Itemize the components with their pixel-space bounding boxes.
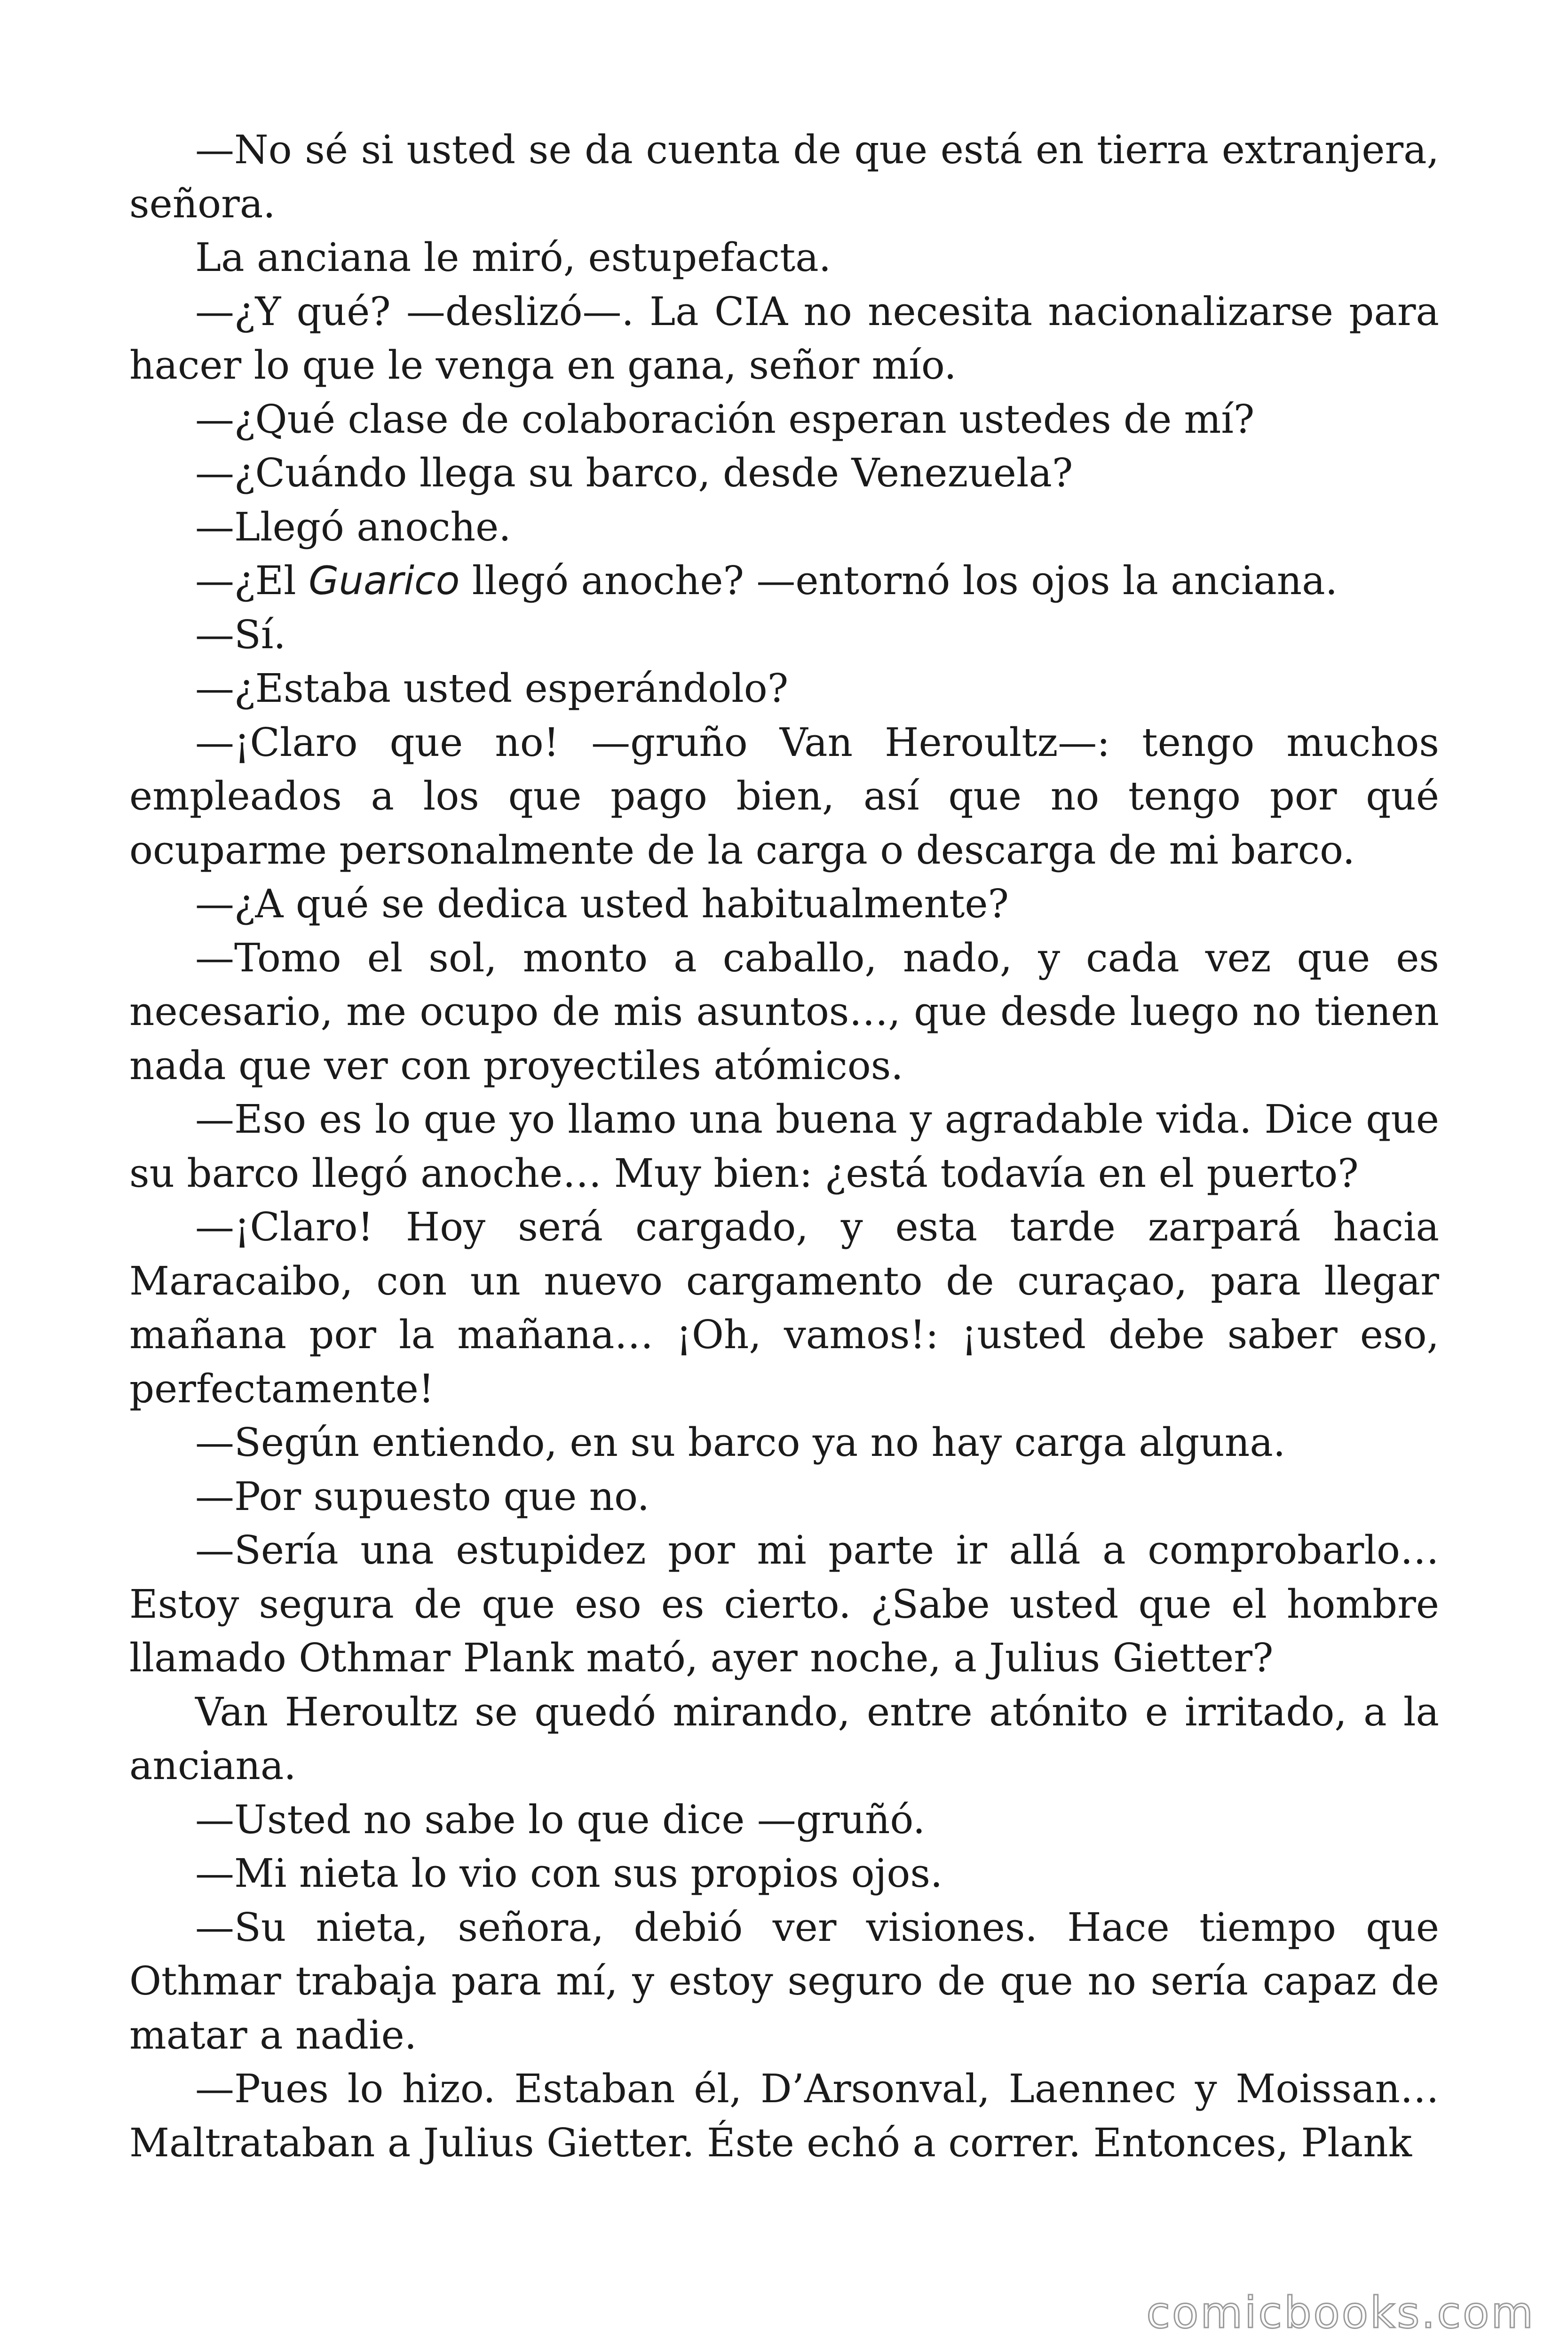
paragraph: —Por supuesto que no. <box>195 1473 650 1519</box>
paragraph: —Eso es lo que yo llamo una buena y agradable vida. Dice que su barco llegó anoche… Muy bien: ¿está todavía en el puerto? <box>129 1097 1439 1196</box>
paragraph: —¿Y qué? —deslizó—. La CIA no necesita nacionalizarse para hacer lo que le venga en gana, señor mío. <box>129 288 1439 388</box>
paragraph: —¿A qué se dedica usted habitualmente? <box>195 881 1009 927</box>
paragraph: —Sí. <box>195 612 286 658</box>
page-body <box>129 123 1439 2170</box>
paragraph-with-ship-name <box>129 554 1439 608</box>
paragraph-text-before: —¿El <box>195 558 309 604</box>
paragraph: —Sería una estupidez por mi parte ir allá a comprobarlo… Estoy segura de que eso es cierto. ¿Sabe usted que el hombre llamado Othmar Plank mató, ayer noche, a Julius Gietter? <box>129 1527 1439 1681</box>
paragraph: —¡Claro que no! —gruño Van Heroultz—: tengo muchos empleados a los que pago bien, así que no tengo por qué ocuparme personalmente de la carga o descarga de mi barco. <box>129 719 1439 873</box>
paragraph: —Según entiendo, en su barco ya no hay carga alguna. <box>195 1420 1286 1465</box>
paragraph: Van Heroultz se quedó mirando, entre atónito e irritado, a la anciana. <box>129 1689 1439 1788</box>
paragraph: —Su nieta, señora, debió ver visiones. Hace tiempo que Othmar trabaja para mí, y estoy seguro de que no sería capaz de matar a nadie. <box>129 1904 1439 2058</box>
paragraph: —Pues lo hizo. Estaban él, D’Arsonval, Laennec y Moissan… Maltrataban a Julius Gietter. Éste echó a correr. Entonces, Plank <box>129 2066 1439 2166</box>
paragraph-text-after: llegó anoche? —entornó los ojos la anciana. <box>459 558 1338 604</box>
paragraph: —¡Claro! Hoy será cargado, y esta tarde zarpará hacia Maracaibo, con un nuevo cargamento de curaçao, para llegar mañana por la mañana… ¡Oh, vamos!: ¡usted debe saber eso, perfectamente! <box>129 1204 1439 1412</box>
paragraph: —Mi nieta lo vio con sus propios ojos. <box>195 1851 943 1896</box>
paragraph: —Llegó anoche. <box>195 504 511 550</box>
paragraph: —¿Qué clase de colaboración esperan ustedes de mí? <box>195 396 1255 442</box>
paragraph: —¿Cuándo llega su barco, desde Venezuela? <box>195 450 1073 496</box>
paragraph: —Usted no sabe lo que dice —gruñó. <box>195 1796 926 1843</box>
watermark: comicbooks.com <box>1146 2288 1535 2338</box>
paragraph: —Tomo el sol, monto a caballo, nado, y cada vez que es necesario, me ocupo de mis asuntos…, que desde luego no tienen nada que ver con proyectiles atómicos. <box>129 935 1439 1089</box>
ship-name: Guarico <box>309 558 460 604</box>
paragraph: —¿Estaba usted esperándolo? <box>195 666 789 711</box>
paragraph: —No sé si usted se da cuenta de que está en tierra extranjera, señora. <box>129 127 1439 227</box>
paragraph: La anciana le miró, estupefacta. <box>195 235 832 280</box>
